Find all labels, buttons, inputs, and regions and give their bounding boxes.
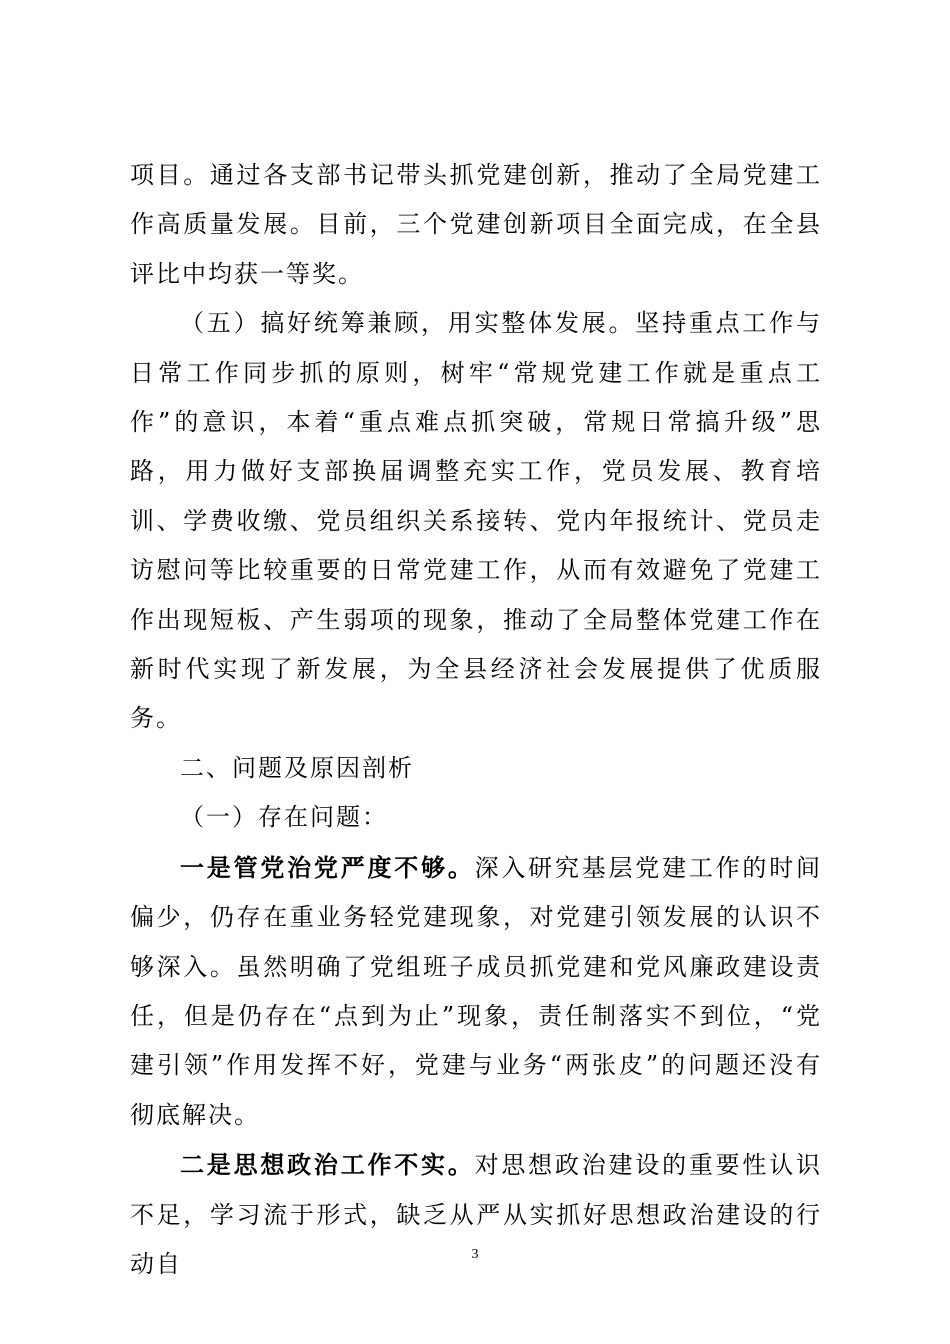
page-number: 3 [471,1247,479,1262]
paragraph-problem-2 [130,1140,822,1289]
subsection-heading-1: （一）存在问题： [180,803,388,832]
problem-1-text: 深入研究基层党建工作的时间偏少，仍存在重业务轻党建现象，对党建引领发展的认识不够深入。虽然明确了党组班子成员抓党建和党风廉政建设责任，但是仍存在“点到为止”现象，责任制落实不到位，“党建引领”作用发挥不好，党建与业务“两张皮”的问题还没有彻底解决。 [130,853,822,1129]
problem-2-lead: 二是思想政治工作不实。 [180,1150,475,1180]
paragraph-continuation: 项目。通过各支部书记带头抓党建创新，推动了全局党建工作高质量发展。目前，三个党建创新项目全面完成，在全县评比中均获一等奖。 [130,161,822,288]
paragraph-problem-1 [130,843,822,1140]
section-heading-2: 二、问题及原因剖析 [180,753,414,782]
paragraph-section-5: （五）搞好统筹兼顾，用实整体发展。坚持重点工作与日常工作同步抓的原则，树牢“常规党建工作就是重点工作”的意识，本着“重点难点抓突破，常规日常搞升级”思路，用力做好支部换届调整充实工作，党员发展、教育培训、学费收缴、党员组织关系接转、党内年报统计、党员走访慰问等比较重要的日常党建工作，从而有效避免了党建工作出现短板、产生弱项的现象，推动了全局整体党建工作在新时代实现了新发展，为全县经济社会发展提供了优质服务。 [130,309,822,733]
body-text [130,151,822,1289]
problem-1-lead: 一是管党治党严度不够。 [180,852,475,882]
problem-2-text: 对思想政治建设的重要性认识不足，学习流于形式，缺乏从严从实抓好思想政治建设的行动自 [130,1151,822,1278]
